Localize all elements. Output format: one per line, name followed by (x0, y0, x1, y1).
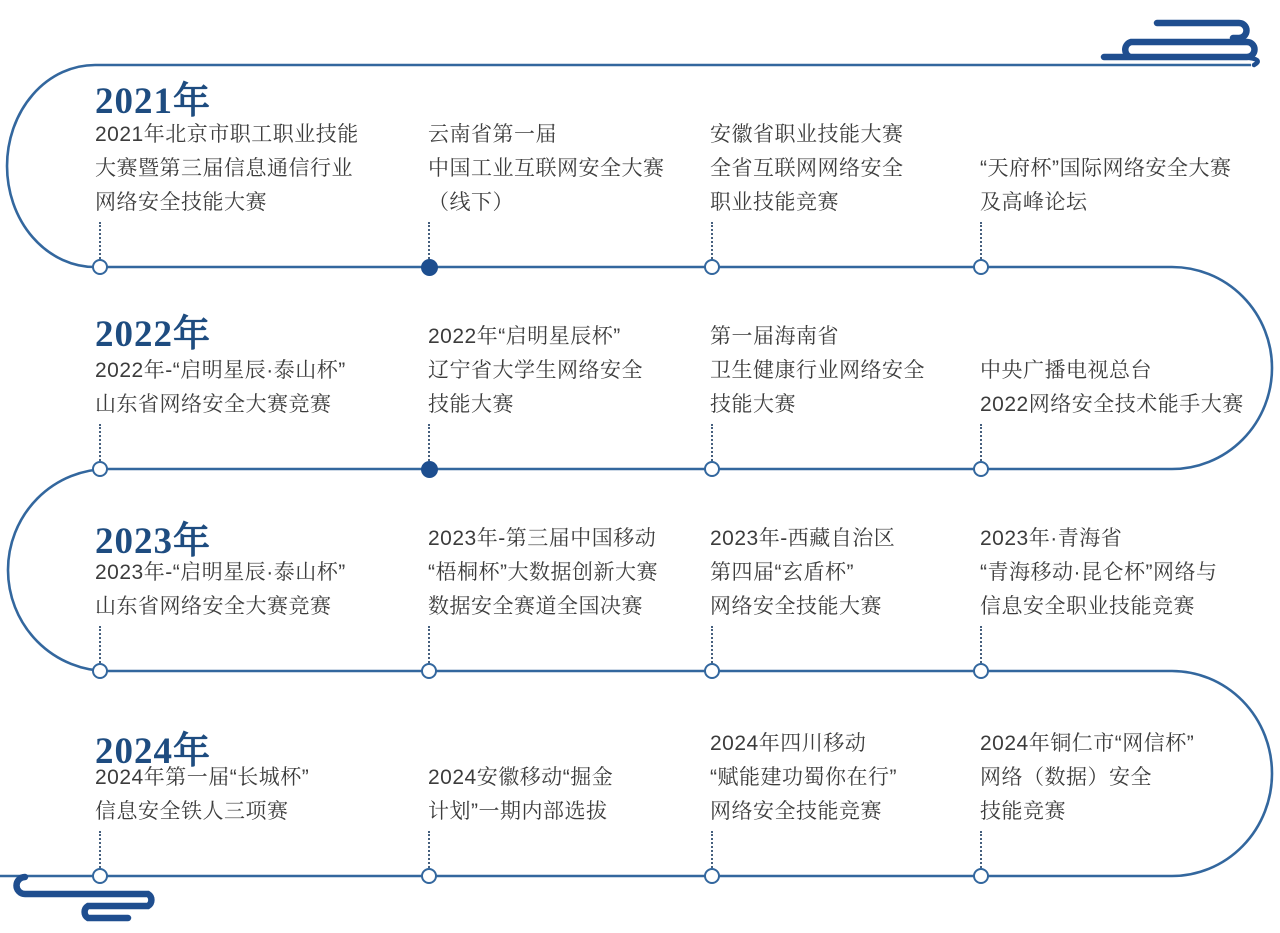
timeline-node-hollow (92, 461, 108, 477)
timeline-node-hollow (704, 259, 720, 275)
dotted-connector (99, 831, 101, 868)
event-text-line: 第一届海南省 (710, 325, 839, 348)
event-text-line: 2023年-“启明星辰·泰山杯” (95, 561, 346, 584)
event-text-line: 安徽省职业技能大赛 (710, 123, 904, 146)
event-text-line: 中央广播电视总台 (980, 359, 1152, 382)
event-item (428, 118, 698, 220)
event-item (710, 118, 960, 220)
timeline-node-filled (421, 461, 438, 478)
event-text-line: 2022网络安全技术能手大赛 (980, 393, 1244, 416)
event-item (428, 320, 698, 422)
event-text-line: 及高峰论坛 (980, 191, 1088, 214)
event-text-line: （线下） (428, 191, 514, 214)
timeline-node-hollow (973, 461, 989, 477)
timeline-node-hollow (92, 259, 108, 275)
event-text-line: 信息安全铁人三项赛 (95, 800, 289, 823)
dotted-connector (428, 222, 430, 259)
event-item (428, 522, 698, 624)
event-text-line: 中国工业互联网安全大赛 (428, 157, 665, 180)
event-text-line: 大赛暨第三届信息通信行业 (95, 157, 353, 180)
event-text-line: 数据安全赛道全国决赛 (428, 595, 643, 618)
timeline-node-filled (421, 259, 438, 276)
event-text-line: 2024年第一届“长城杯” (95, 766, 310, 789)
event-text-line: 网络（数据）安全 (980, 766, 1152, 789)
year-label-2024: 2024年 (95, 731, 211, 772)
event-text-line: 信息安全职业技能竞赛 (980, 595, 1195, 618)
event-text-line: 网络安全技能大赛 (710, 595, 882, 618)
event-text-line: 全省互联网网络安全 (710, 157, 904, 180)
timeline-node-hollow (421, 663, 437, 679)
dotted-connector (428, 626, 430, 663)
event-text-line: “赋能建功蜀你在行” (710, 766, 897, 789)
event-text-line: 2024年铜仁市“网信杯” (980, 732, 1195, 755)
event-text-line: 2021年北京市职工职业技能 (95, 123, 359, 146)
event-text-line: “天府杯”国际网络安全大赛 (980, 157, 1232, 180)
dotted-connector (99, 424, 101, 461)
year-label-2022: 2022年 (95, 314, 211, 355)
event-text-line: 辽宁省大学生网络安全 (428, 359, 643, 382)
event-text-line: 山东省网络安全大赛竞赛 (95, 393, 332, 416)
event-item (710, 727, 960, 829)
timeline-node-hollow (704, 868, 720, 884)
dotted-connector (428, 831, 430, 868)
event-item (980, 727, 1272, 829)
event-item (95, 118, 415, 220)
event-item (95, 556, 415, 624)
event-item (980, 522, 1272, 624)
event-item (95, 761, 415, 829)
event-text-line: 2024安徽移动“掘金 (428, 766, 614, 789)
dotted-connector (711, 424, 713, 461)
cloud-motif-icon (1104, 23, 1258, 65)
event-text-line: 2022年“启明星辰杯” (428, 325, 621, 348)
event-item (428, 761, 698, 829)
dotted-connector (980, 222, 982, 259)
dotted-connector (428, 424, 430, 461)
event-text-line: 技能竞赛 (980, 800, 1066, 823)
event-item (95, 354, 415, 422)
dotted-connector (980, 424, 982, 461)
dotted-connector (711, 626, 713, 663)
event-text-line: 网络安全技能大赛 (95, 191, 267, 214)
event-text-line: 云南省第一届 (428, 123, 557, 146)
dotted-connector (980, 831, 982, 868)
dotted-connector (711, 831, 713, 868)
event-text-line: 2024年四川移动 (710, 732, 867, 755)
timeline-node-hollow (973, 259, 989, 275)
year-label-2023: 2023年 (95, 521, 211, 562)
dotted-connector (711, 222, 713, 259)
timeline-node-hollow (92, 868, 108, 884)
event-text-line: 技能大赛 (428, 393, 514, 416)
event-item (980, 152, 1272, 220)
event-item (980, 354, 1272, 422)
dotted-connector (99, 222, 101, 259)
event-item (710, 522, 960, 624)
event-text-line: 技能大赛 (710, 393, 796, 416)
event-text-line: 网络安全技能竞赛 (710, 800, 882, 823)
cloud-motif-icon (17, 877, 152, 918)
dotted-connector (980, 626, 982, 663)
timeline-node-hollow (421, 868, 437, 884)
event-text-line: 2023年-西藏自治区 (710, 527, 896, 550)
timeline-node-hollow (973, 663, 989, 679)
event-text-line: 山东省网络安全大赛竞赛 (95, 595, 332, 618)
timeline-node-hollow (92, 663, 108, 679)
event-text-line: 2023年-第三届中国移动 (428, 527, 657, 550)
event-text-line: 职业技能竞赛 (710, 191, 839, 214)
event-text-line: 计划”一期内部选拔 (428, 800, 608, 823)
event-text-line: 第四届“玄盾杯” (710, 561, 854, 584)
dotted-connector (99, 626, 101, 663)
year-label-2021: 2021年 (95, 81, 211, 122)
event-text-line: 2023年·青海省 (980, 527, 1123, 550)
timeline-node-hollow (973, 868, 989, 884)
timeline-node-hollow (704, 663, 720, 679)
event-item (710, 320, 960, 422)
event-text-line: “梧桐杯”大数据创新大赛 (428, 561, 658, 584)
event-text-line: 卫生健康行业网络安全 (710, 359, 925, 382)
event-text-line: 2022年-“启明星辰·泰山杯” (95, 359, 346, 382)
event-text-line: “青海移动·昆仑杯”网络与 (980, 561, 1218, 584)
timeline-node-hollow (704, 461, 720, 477)
